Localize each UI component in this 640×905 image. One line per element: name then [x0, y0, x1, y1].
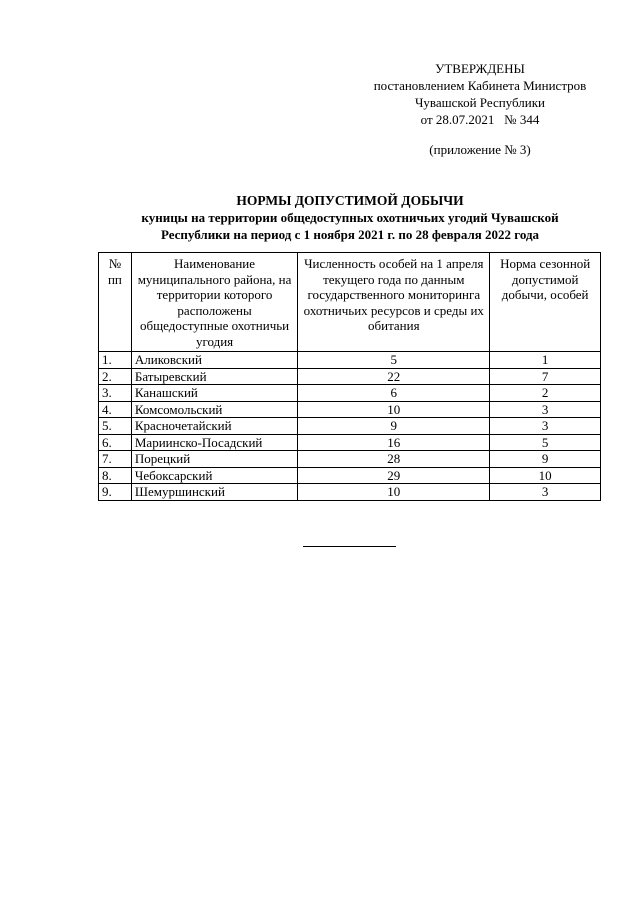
- row-quota: 9: [490, 451, 601, 468]
- header-district: Наименование муниципального района, на территории которого расположены общедоступные охотничьи угодия: [131, 253, 297, 352]
- row-district: Канашский: [131, 385, 297, 402]
- table-row: [99, 401, 601, 418]
- header-population: Численность особей на 1 апреля текущего года по данным государственного мониторинга охотничьих ресурсов и среды их обитания: [298, 253, 490, 352]
- footer-divider: [303, 546, 396, 547]
- row-number: 4.: [99, 401, 132, 418]
- row-population: 5: [298, 352, 490, 369]
- quota-table: [98, 252, 601, 501]
- row-population: 9: [298, 418, 490, 435]
- table-row: [99, 434, 601, 451]
- row-district: Мариинско-Посадский: [131, 434, 297, 451]
- annex-label: (приложение № 3): [429, 142, 531, 157]
- row-quota: 10: [490, 467, 601, 484]
- approval-line-date-number: от 28.07.2021 № 344: [420, 112, 540, 127]
- row-number: 9.: [99, 484, 132, 501]
- table-row: [99, 352, 601, 369]
- row-quota: 3: [490, 418, 601, 435]
- header-quota: Норма сезонной допустимой добычи, особей: [490, 253, 601, 352]
- row-quota: 3: [490, 401, 601, 418]
- row-quota: 5: [490, 434, 601, 451]
- row-district: Батыревский: [131, 368, 297, 385]
- row-population: 10: [298, 401, 490, 418]
- document-subtitle-line2: Республики на период с 1 ноября 2021 г. по 28 февраля 2022 года: [160, 227, 540, 242]
- table-row: [99, 467, 601, 484]
- table-row: [99, 451, 601, 468]
- row-number: 1.: [99, 352, 132, 369]
- row-population: 22: [298, 368, 490, 385]
- row-district: Комсомольский: [131, 401, 297, 418]
- table-row: [99, 484, 601, 501]
- approval-block: [355, 60, 605, 128]
- approval-line-approved: УТВЕРЖДЕНЫ: [435, 61, 525, 76]
- row-district: Аликовский: [131, 352, 297, 369]
- row-quota: 1: [490, 352, 601, 369]
- table-row: [99, 385, 601, 402]
- row-number: 2.: [99, 368, 132, 385]
- row-number: 7.: [99, 451, 132, 468]
- row-district: Порецкий: [131, 451, 297, 468]
- row-population: 6: [298, 385, 490, 402]
- row-quota: 2: [490, 385, 601, 402]
- document-heading: [100, 192, 600, 243]
- row-population: 29: [298, 467, 490, 484]
- document-subtitle-line1: куницы на территории общедоступных охотничьих угодий Чувашской: [141, 210, 559, 225]
- row-district: Чебоксарский: [131, 467, 297, 484]
- row-district: Шемуршинский: [131, 484, 297, 501]
- row-population: 10: [298, 484, 490, 501]
- row-quota: 7: [490, 368, 601, 385]
- row-number: 6.: [99, 434, 132, 451]
- table-header-row: [99, 253, 601, 352]
- row-district: Красночетайский: [131, 418, 297, 435]
- approval-line-republic: Чувашской Республики: [414, 95, 546, 110]
- row-number: 3.: [99, 385, 132, 402]
- document-title: НОРМЫ ДОПУСТИМОЙ ДОБЫЧИ: [236, 193, 464, 208]
- row-population: 28: [298, 451, 490, 468]
- table-row: [99, 418, 601, 435]
- row-quota: 3: [490, 484, 601, 501]
- row-number: 5.: [99, 418, 132, 435]
- table-row: [99, 368, 601, 385]
- row-population: 16: [298, 434, 490, 451]
- header-number: № пп: [99, 253, 132, 352]
- approval-line-resolution: постановлением Кабинета Министров: [373, 78, 587, 93]
- row-number: 8.: [99, 467, 132, 484]
